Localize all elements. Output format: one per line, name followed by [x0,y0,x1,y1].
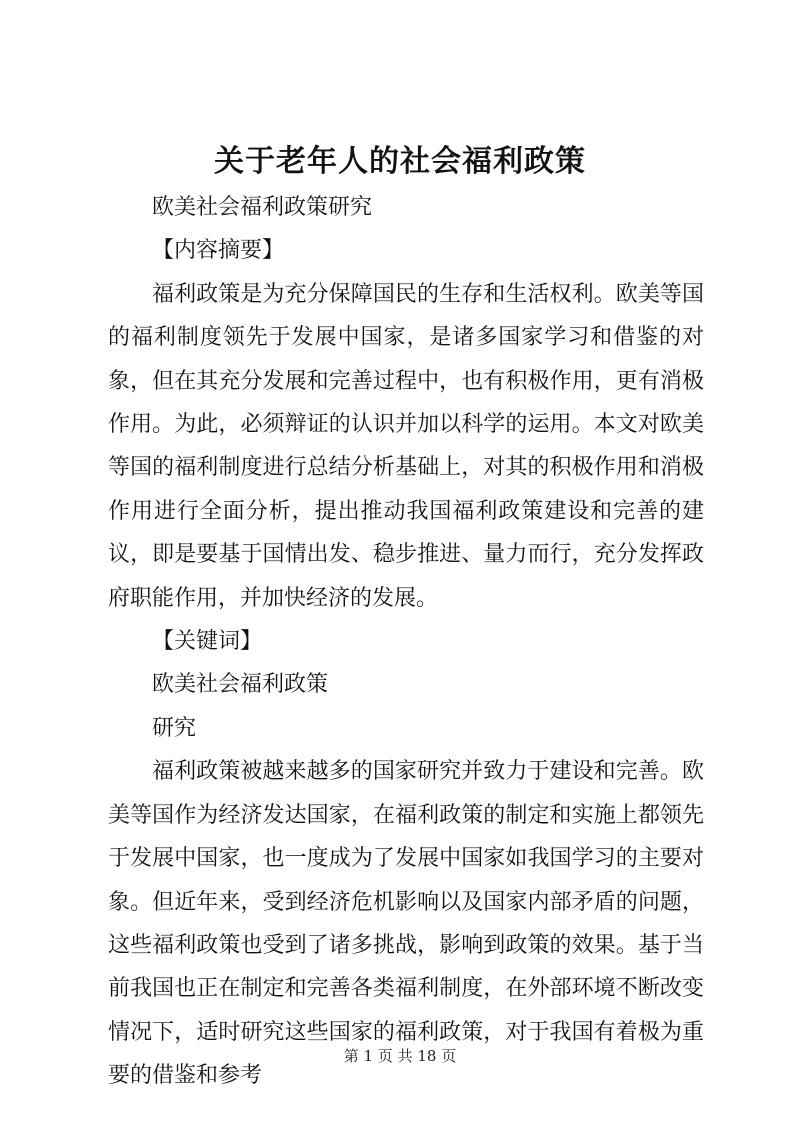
keyword-item: 研究 [152,715,197,741]
subtitle: 欧美社会福利政策研究 [152,195,373,220]
intro-paragraph: 福利政策被越来越多的国家研究并致力于建设和完善。欧美等国作为经济发达国家，在福利政策的制定和实施上都领先于发展中国家，也一度成为了发展中国家如我国学习的主要对象。但近年来，受到经济危机影响以及国家内部矛盾的问题，这些福利政策也受到了诸多挑战，影响到政策的效果。基于当前我国也正在制定和完善各类福利制度，在外部环境不断改变情况下，适时研究这些国家的福利政策，对于我国有着极为重要的借鉴和参考 [108,759,704,1089]
abstract-heading: 【内容摘要】 [152,238,285,264]
keyword-item: 欧美社会福利政策 [152,672,329,698]
page-number-footer: 第 1 页 共 18 页 [343,1047,457,1065]
keywords-heading: 【关键词】 [152,629,263,655]
document-body [108,186,704,1098]
document-title: 关于老年人的社会福利政策 [214,144,586,179]
abstract-paragraph: 福利政策是为充分保障国民的生存和生活权利。欧美等国的福利制度领先于发展中国家，是诸多国家学习和借鉴的对象，但在其充分发展和完善过程中，也有积极作用，更有消极作用。为此，必须辩证的认识并加以科学的运用。本文对欧美等国的福利制度进行总结分析基础上，对其的积极作用和消极作用进行全面分析，提出推动我国福利政策建设和完善的建议，即是要基于国情出发、稳步推进、量力而行，充分发挥政府职能作用，并加快经济的发展。 [108,281,704,611]
